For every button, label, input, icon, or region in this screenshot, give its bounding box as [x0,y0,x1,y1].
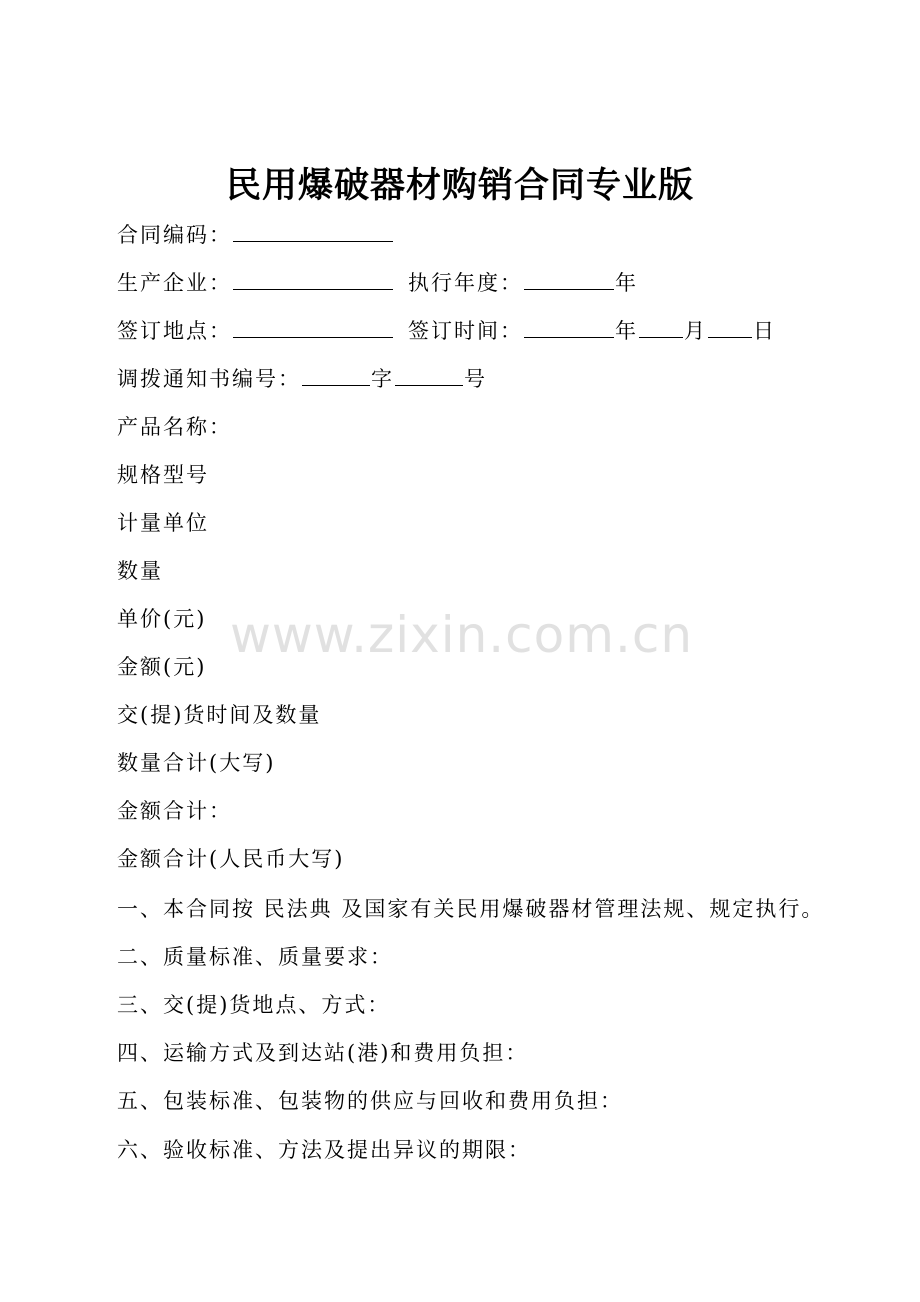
producer-line [117,268,638,298]
field-spec-model: 规格型号 [117,463,209,487]
notice-hao: 号 [464,367,487,391]
clause-3: 三、交(提)货地点、方式： [117,993,391,1017]
date-day-unit: 日 [753,319,776,343]
date-month-blank[interactable] [639,316,683,338]
field-delivery-time: 交(提)货时间及数量 [117,703,322,727]
date-day-blank[interactable] [708,316,752,338]
contract-no-label: 合同编码： [117,223,232,247]
notice-zi-blank[interactable] [302,364,370,386]
year-unit: 年 [615,271,638,295]
date-month-unit: 月 [684,319,707,343]
document-title: 民用爆破器材购销合同专业版 [225,165,694,206]
contract-no-line [117,220,394,250]
notice-label: 调拨通知书编号： [117,367,301,391]
producer-label: 生产企业： [117,271,232,295]
date-year-blank[interactable] [524,316,614,338]
field-quantity: 数量 [117,559,163,583]
field-amount: 金额(元) [117,655,207,679]
field-amount-total: 金额合计： [117,799,232,823]
clause-5: 五、包装标准、包装物的供应与回收和费用负担： [117,1089,623,1113]
clause-1: 一、本合同按 民法典 及国家有关民用爆破器材管理法规、规定执行。 [117,897,825,921]
place-blank[interactable] [233,316,393,338]
place-label: 签订地点： [117,319,232,343]
field-amount-total-rmb: 金额合计(人民币大写) [117,847,345,871]
date-label: 签订时间： [408,319,523,343]
year-label: 执行年度： [408,271,523,295]
contract-no-blank[interactable] [233,220,393,242]
clause-6: 六、验收标准、方法及提出异议的期限： [117,1138,531,1162]
field-unit-price: 单价(元) [117,607,207,631]
clause-4: 四、运输方式及到达站(港)和费用负担： [117,1041,529,1065]
notice-hao-blank[interactable] [395,364,463,386]
date-year-unit: 年 [615,319,638,343]
field-quantity-total: 数量合计(大写) [117,751,276,775]
producer-blank[interactable] [233,268,393,290]
signing-line [117,316,776,346]
field-product-name: 产品名称： [117,415,232,439]
watermark: www.zixin.com.cn [230,606,694,664]
field-unit: 计量单位 [117,511,209,535]
notice-line [117,364,487,394]
notice-zi: 字 [371,367,394,391]
clause-2: 二、质量标准、质量要求： [117,945,393,969]
year-blank[interactable] [524,268,614,290]
